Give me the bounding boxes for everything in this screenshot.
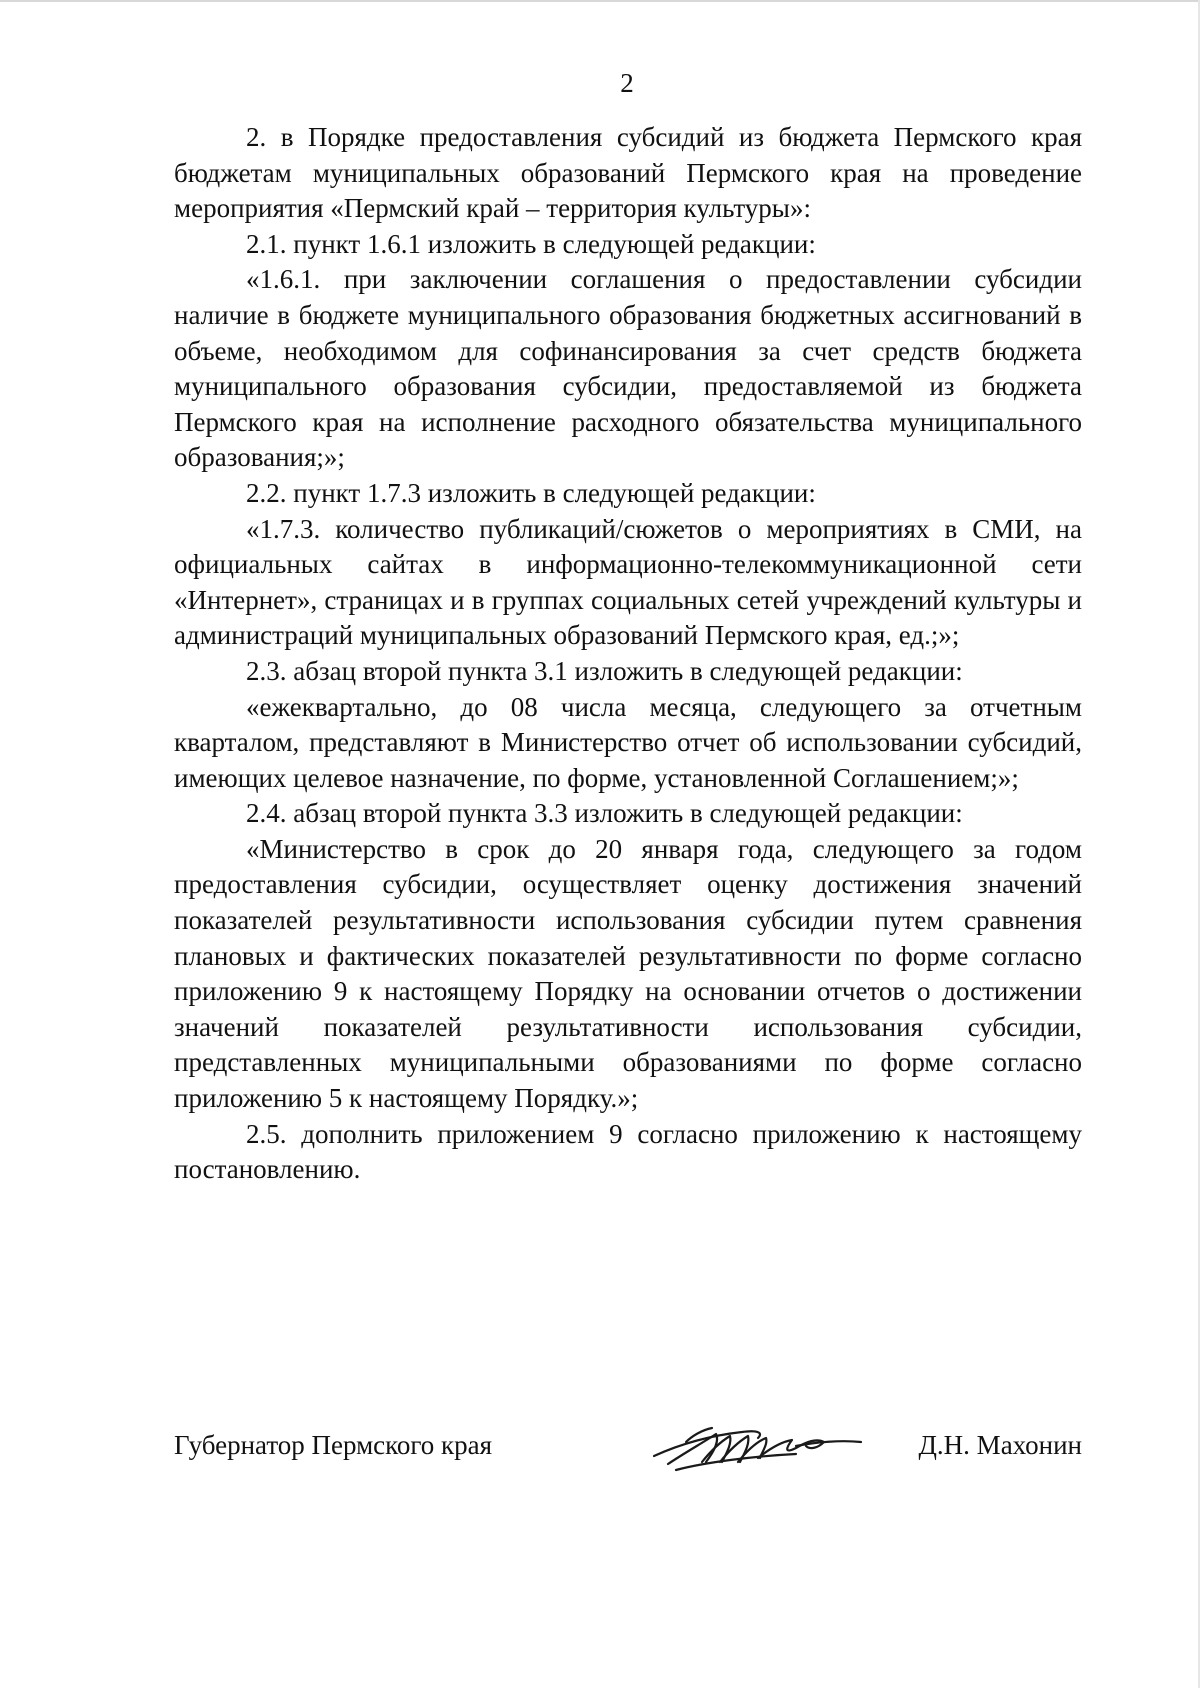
paragraph-2-5: 2.5. дополнить приложением 9 согласно приложению к настоящему постановлению. — [174, 1118, 1082, 1185]
signatory-position: Губернатор Пермского края — [174, 1430, 493, 1460]
paragraph-2-3: 2.3. абзац второй пункта 3.1 изложить в следующей редакции: — [246, 655, 963, 686]
page-number: 2 — [620, 68, 634, 98]
paragraph-2-4: 2.4. абзац второй пункта 3.3 изложить в следующей редакции: — [246, 798, 963, 829]
scan-edge — [0, 0, 1200, 2]
signature-block — [174, 1420, 1082, 1480]
paragraph-2: 2. в Порядке предоставления субсидий из бюджета Пермского края бюджетам муниципальных образований Пермского края на проведение мероприятия «Пермский край – территория культуры»: — [174, 122, 1082, 224]
paragraph-2-2: 2.2. пункт 1.7.3 изложить в следующей редакции: — [246, 477, 816, 508]
handwritten-signature-icon — [646, 1412, 866, 1478]
paragraph-1-7-3-text: «1.7.3. количество публикаций/сюжетов о мероприятиях в СМИ, на официальных сайтах в информационно-телекоммуникационной сети «Интернет», страницах и в группах социальных сетей учреждений культуры и администраций муниципальных образований Пермского края, ед.;»; — [174, 513, 1082, 651]
document-body — [174, 120, 1082, 1188]
paragraph-3-1-text: «ежеквартально, до 08 числа месяца, следующего за отчетным кварталом, представляют в Министерство отчет об использовании субсидий, имеющих целевое назначение, по форме, установленной Соглашением;»; — [174, 691, 1082, 793]
paragraph-1-6-1-text: «1.6.1. при заключении соглашения о предоставлении субсидии наличие в бюджете муниципального образования бюджетных ассигнований в объеме, необходимом для софинансирования за счет средств бюджета муниципального образования субсидии, предоставляемой из бюджета Пермского края на исполнение расходного обязательства муниципального образования;»; — [174, 264, 1082, 473]
paragraph-3-3-text: «Министерство в срок до 20 января года, следующего за годом предоставления субсидии, осуществляет оценку достижения значений показателей результативности использования субсидии путем сравнения плановых и фактических показателей результативности по форме согласно приложению 9 к настоящему Порядку на основании отчетов о достижении значений показателей результативности использования субсидии, представленных муниципальными образованиями по форме согласно приложению 5 к настоящему Порядку.»; — [174, 833, 1082, 1114]
paragraph-2-1: 2.1. пункт 1.6.1 изложить в следующей редакции: — [246, 228, 816, 259]
signatory-name: Д.Н. Махонин — [918, 1430, 1082, 1460]
